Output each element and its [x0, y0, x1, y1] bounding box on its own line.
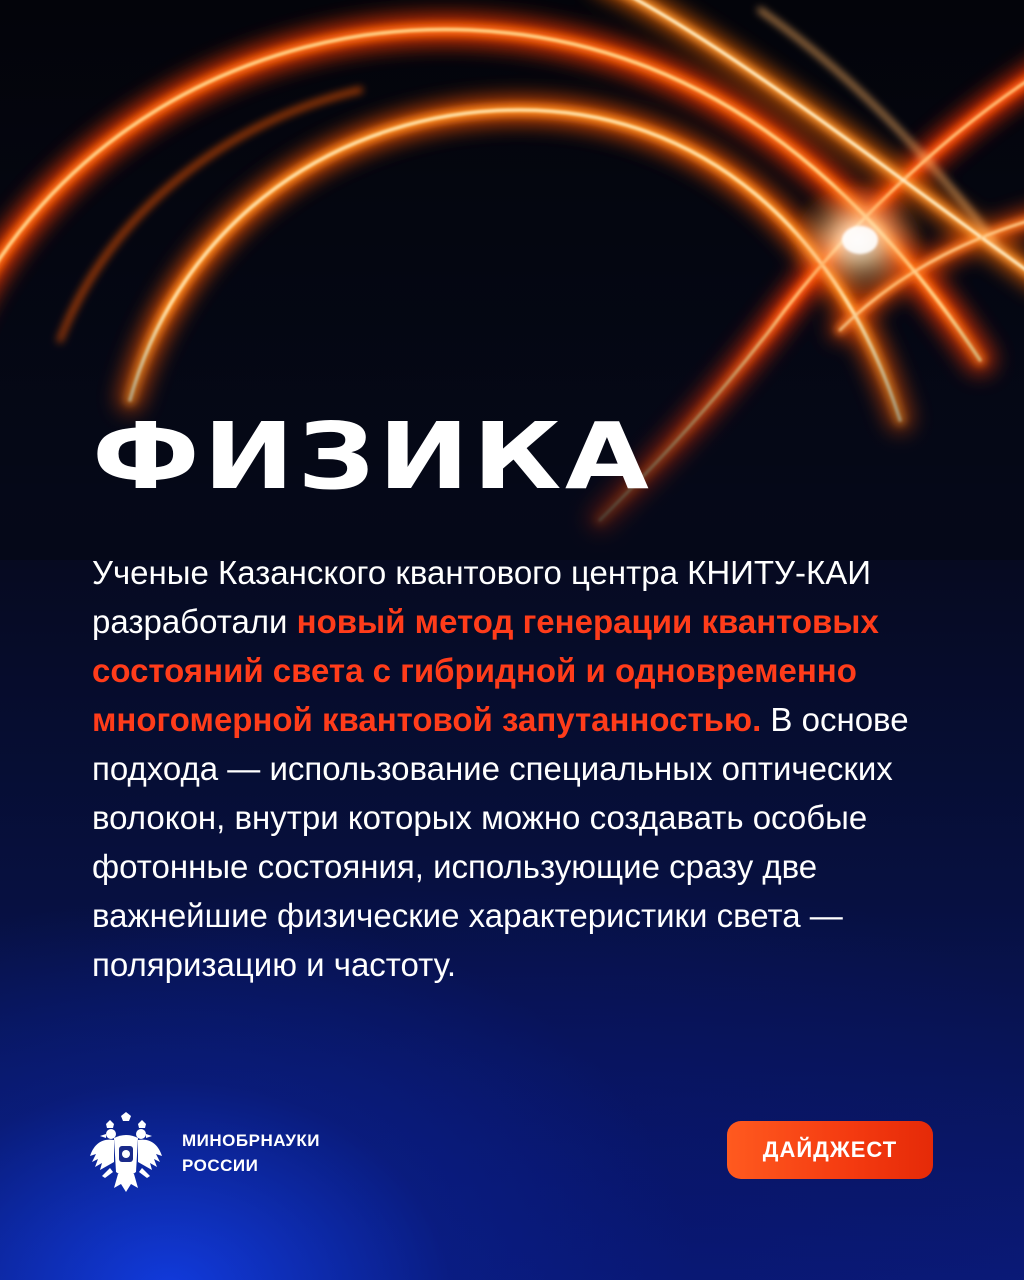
ministry-logo — [88, 1112, 320, 1194]
article-intro: Ученые Казанского квантового центра КНИТУ-КАИ разработали — [92, 554, 871, 640]
ministry-name-line1: МИНОБРНАУКИ — [182, 1131, 321, 1150]
double-headed-eagle-emblem-icon — [88, 1112, 164, 1194]
article-text — [92, 548, 952, 989]
article-rest: В основе подхода — использование специальных оптических волокон, внутри которых можно создавать особые фотонные состояния, использующие сразу две важнейшие физические характеристики света — поляризацию и частоту. — [92, 701, 909, 983]
ministry-name — [182, 1128, 320, 1178]
article-highlight: новый метод генерации квантовых состояний света с гибридной и одновременно многомерной квантовой запутанностью. — [92, 603, 879, 738]
ministry-name-line2: РОССИИ — [182, 1156, 259, 1175]
digest-badge: ДАЙДЖЕСТ — [727, 1121, 933, 1179]
page-title: ФИЗИКА — [92, 403, 653, 510]
